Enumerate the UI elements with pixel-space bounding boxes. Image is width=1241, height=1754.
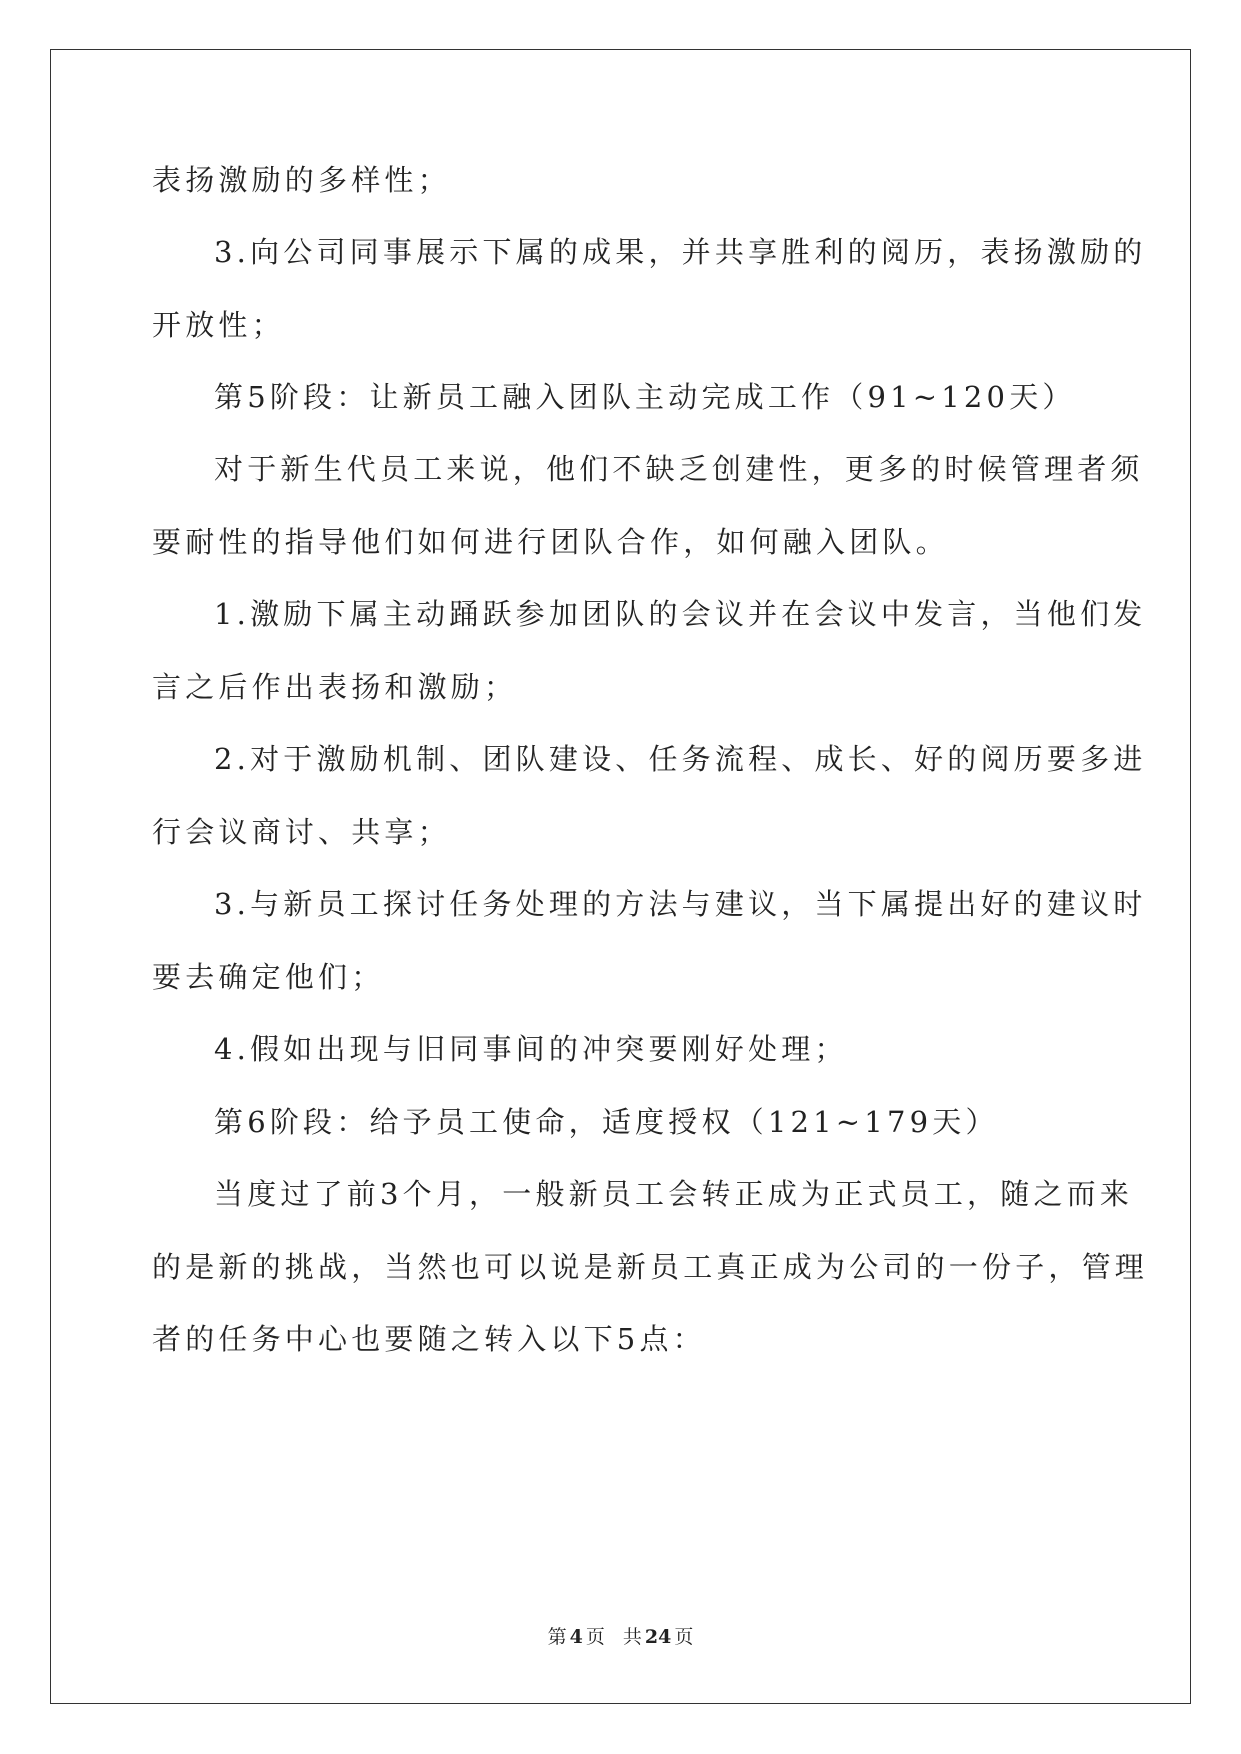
- page-border: [50, 49, 1191, 1704]
- section-heading-stage-6: 第6阶段：给予员工使命，适度授权（121~179天）: [214, 1105, 999, 1139]
- body-line-7: 1.激励下属主动踊跃参加团队的会议并在会议中发言，当他们发: [214, 597, 1147, 631]
- body-line-1: 表扬激励的多样性；: [152, 163, 451, 197]
- body-line-6: 要耐性的指导他们如何进行团队合作，如何融入团队。: [152, 525, 949, 559]
- body-line-13: 4.假如出现与旧同事间的冲突要刚好处理；: [214, 1032, 848, 1066]
- body-line-8: 言之后作出表扬和激励；: [152, 670, 518, 704]
- body-line-12: 要去确定他们；: [152, 960, 385, 994]
- current-page-number: 4: [569, 1626, 583, 1648]
- page-footer: [0, 1625, 1241, 1649]
- footer-prefix: 第: [547, 1626, 567, 1648]
- body-line-9: 2.对于激励机制、团队建设、任务流程、成长、好的阅历要多进: [214, 742, 1147, 776]
- body-line-16: 的是新的挑战，当然也可以说是新员工真正成为公司的一份子，管理: [152, 1250, 1149, 1284]
- body-line-11: 3.与新员工探讨任务处理的方法与建议，当下属提出好的建议时: [214, 887, 1147, 921]
- body-line-17: 者的任务中心也要随之转入以下5点：: [152, 1322, 706, 1356]
- total-pages-number: 24: [644, 1626, 672, 1648]
- body-line-3: 开放性；: [152, 308, 285, 342]
- footer-total-suffix: 页: [674, 1626, 694, 1648]
- footer-total-prefix: 共: [622, 1626, 642, 1648]
- body-line-5: 对于新生代员工来说，他们不缺乏创建性，更多的时候管理者须: [214, 452, 1144, 486]
- section-heading-stage-5: 第5阶段：让新员工融入团队主动完成工作（91~120天）: [214, 380, 1076, 414]
- body-line-10: 行会议商讨、共享；: [152, 815, 451, 849]
- footer-page-suffix: 页: [585, 1626, 605, 1648]
- body-line-15: 当度过了前3个月，一般新员工会转正成为正式员工，随之而来: [214, 1177, 1134, 1211]
- body-line-2: 3.向公司同事展示下属的成果，并共享胜利的阅历，表扬激励的: [214, 235, 1147, 269]
